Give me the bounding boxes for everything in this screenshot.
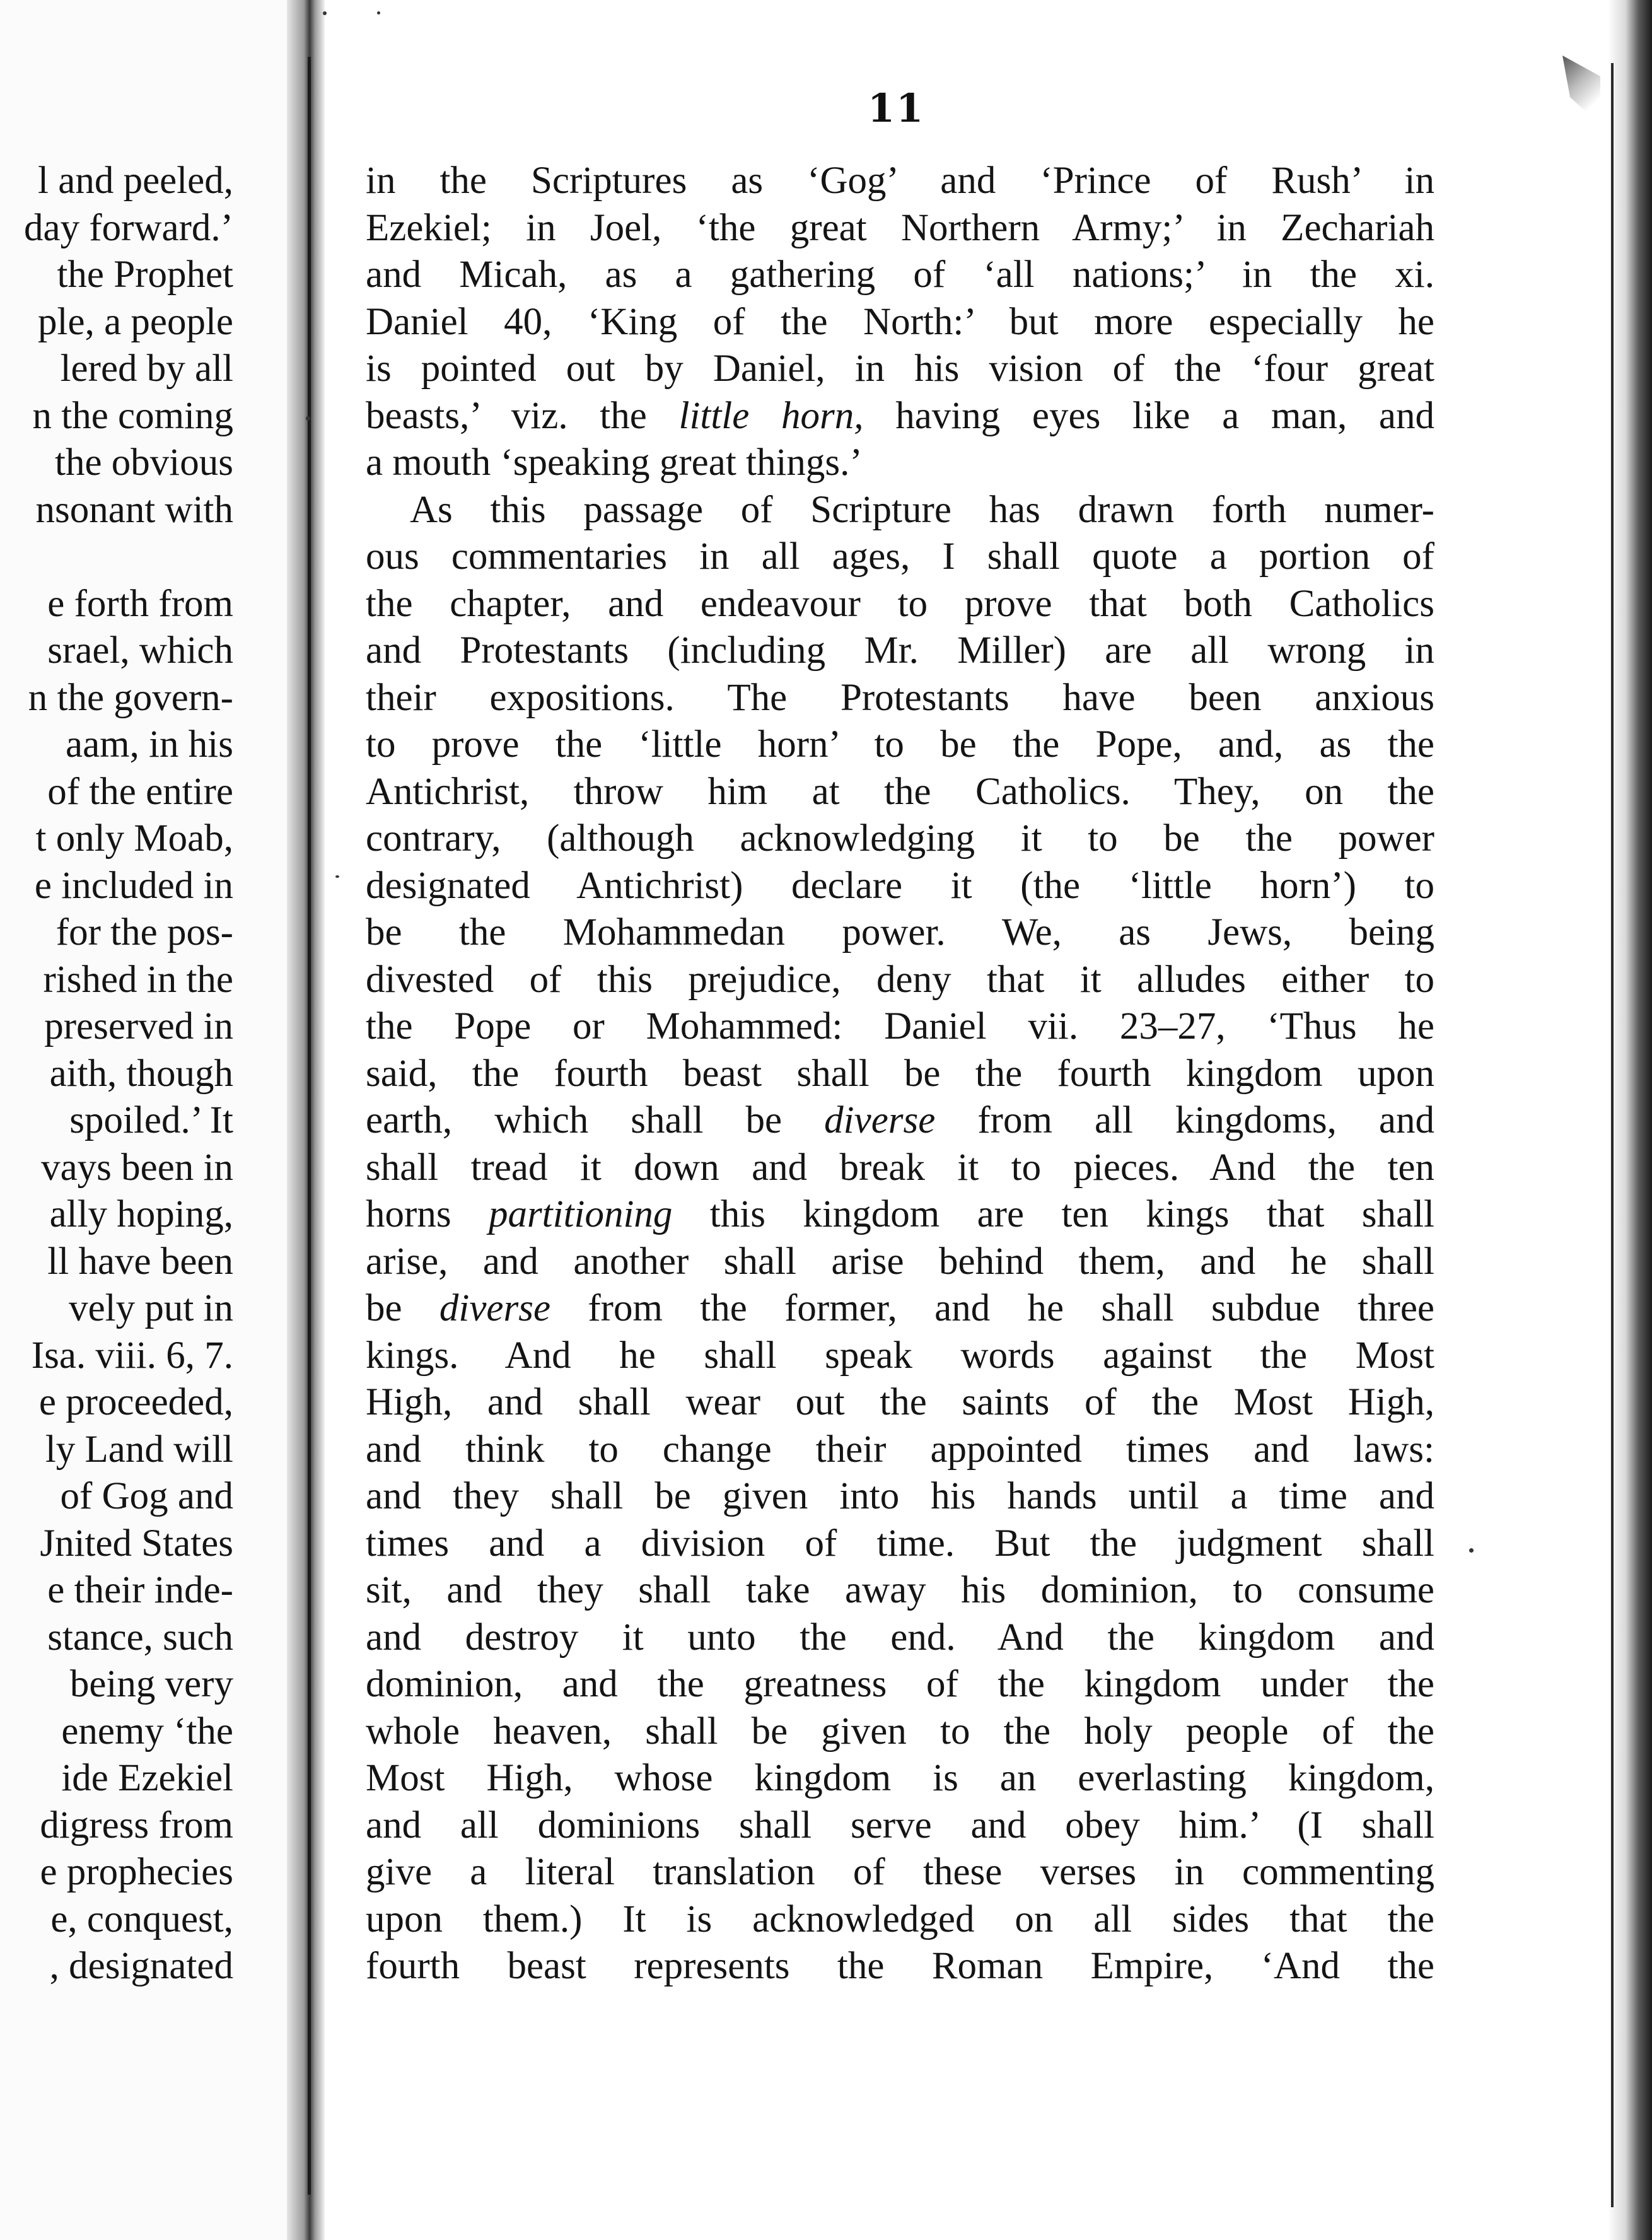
text-line: [366, 1051, 1434, 1098]
text-line: [366, 487, 1434, 534]
text-line: [366, 957, 1434, 1004]
left-page-line: l and peeled,: [38, 160, 233, 202]
text-segment: upon them.) It is acknowledged on all sides that the: [366, 1898, 1434, 1940]
text-line: [366, 440, 1434, 487]
text-line: [366, 393, 1434, 440]
italic-text: diverse: [824, 1099, 936, 1141]
text-line: [366, 1473, 1434, 1520]
text-line: [366, 1239, 1434, 1286]
left-page-line: vays been in: [41, 1146, 233, 1189]
text-segment: arise, and another shall arise behind them, and he shall: [366, 1240, 1434, 1283]
left-page-line: vely put in: [69, 1287, 233, 1329]
text-line: [366, 1567, 1434, 1614]
left-page-line: the Prophet: [57, 254, 233, 296]
left-page-line: , designated: [49, 1945, 233, 1987]
text-line: [366, 1285, 1434, 1333]
italic-text: partitioning: [488, 1193, 673, 1235]
text-line: [366, 909, 1434, 957]
text-segment: Ezekiel; in Joel, ‘the great Northern Army;’ in Zechariah: [366, 206, 1434, 249]
left-page-line: n the govern-: [28, 676, 233, 719]
left-page-line: day forward.’: [24, 206, 233, 249]
text-line: [366, 534, 1434, 581]
text-line: [366, 863, 1434, 910]
left-page-line: rished in the: [43, 958, 233, 1001]
text-segment: to prove the ‘little horn’ to be the Pope, and, as the: [366, 723, 1434, 766]
text-line: [366, 252, 1434, 299]
text-segment: a mouth ‘speaking great things.’: [366, 441, 863, 484]
text-segment: whole heaven, shall be given to the holy people of the: [366, 1710, 1434, 1753]
left-page-line: aam, in his: [66, 723, 233, 766]
text-line: [366, 1003, 1434, 1051]
text-line: [366, 1097, 1434, 1145]
left-page-line: being very: [69, 1663, 233, 1705]
text-segment: kings. And he shall speak words against the Most: [366, 1334, 1434, 1377]
left-page-line: e proceeded,: [38, 1381, 233, 1423]
left-page-line: spoiled.’ It: [69, 1099, 233, 1141]
left-page-line: of the entire: [47, 770, 233, 813]
main-text-block: [366, 158, 1434, 1990]
text-segment: and think to change their appointed times and laws:: [366, 1428, 1434, 1471]
text-line: [366, 721, 1434, 769]
text-line: [366, 1426, 1434, 1474]
text-segment: the chapter, and endeavour to prove that both Catholics: [366, 582, 1434, 625]
text-segment: and destroy it unto the end. And the kingdom and: [366, 1616, 1434, 1659]
text-line: [366, 158, 1434, 205]
left-page-line: nsonant with: [35, 488, 233, 531]
text-line: [366, 1896, 1434, 1944]
text-segment: said, the fourth beast shall be the fourth kingdom upon: [366, 1052, 1434, 1095]
left-page-line: for the pos-: [55, 911, 233, 954]
text-line: [366, 769, 1434, 816]
text-segment: in the Scriptures as ‘Gog’ and ‘Prince of Rush’ in: [366, 160, 1434, 202]
left-page-line: e prophecies: [40, 1851, 233, 1893]
text-segment: be: [366, 1287, 439, 1329]
page-number: 11: [868, 85, 925, 131]
text-line: [366, 815, 1434, 863]
text-line: [366, 1614, 1434, 1662]
text-segment: from all kingdoms, and: [935, 1099, 1434, 1141]
text-line: [366, 1191, 1434, 1239]
text-line: [366, 1755, 1434, 1802]
italic-text: little horn,: [678, 394, 864, 437]
text-segment: their expositions. The Protestants have been anxious: [366, 676, 1434, 719]
page-edge-line: [1611, 63, 1614, 2207]
scan-speck: [335, 875, 339, 878]
text-segment: the Pope or Mohammed: Daniel vii. 23–27, ‘Thus he: [366, 1005, 1434, 1047]
text-segment: earth, which shall be: [366, 1099, 825, 1141]
text-segment: and Micah, as a gathering of ‘all nations;’ in the xi.: [366, 254, 1434, 296]
text-segment: and they shall be given into his hands until a time and: [366, 1475, 1434, 1517]
text-segment: sit, and they shall take away his dominion, to consume: [366, 1569, 1434, 1611]
book-gutter: [287, 0, 325, 2240]
left-page-line: ly Land will: [45, 1428, 233, 1471]
left-page-line: ple, a people: [38, 300, 233, 343]
text-segment: dominion, and the greatness of the kingdom under the: [366, 1663, 1434, 1705]
left-page-line: aith, though: [49, 1052, 233, 1095]
text-segment: designated Antichrist) declare it (the ‘little horn’) to: [366, 864, 1434, 907]
text-segment: be the Mohammedan power. We, as Jews, being: [366, 911, 1434, 954]
left-page-line: stance, such: [47, 1616, 233, 1659]
gutter-line: [308, 57, 311, 2195]
left-page-line: e, conquest,: [50, 1898, 233, 1940]
text-segment: Daniel 40, ‘King of the North:’ but more especially he: [366, 300, 1434, 343]
left-page-line: the obvious: [55, 441, 233, 484]
page-edge-shadow: [1608, 0, 1652, 2240]
text-line: [366, 1333, 1434, 1380]
left-page-line: ide Ezekiel: [61, 1757, 233, 1799]
text-segment: As this passage of Scripture has drawn forth numer-: [410, 488, 1434, 531]
text-segment: High, and shall wear out the saints of the Most High,: [366, 1381, 1434, 1423]
left-page-line: of Gog and: [60, 1475, 233, 1517]
text-segment: horns: [366, 1193, 489, 1235]
scan-speck: [306, 416, 310, 421]
left-page-line: srael, which: [47, 629, 233, 672]
text-segment: Antichrist, throw him at the Catholics. They, on the: [366, 770, 1434, 813]
text-line: [366, 1145, 1434, 1192]
text-line: [366, 1661, 1434, 1708]
left-page-line: ally hoping,: [49, 1193, 233, 1235]
text-line: [366, 346, 1434, 393]
text-line: [366, 1708, 1434, 1756]
left-page-line: digress from: [40, 1804, 233, 1846]
text-segment: contrary, (although acknowledging it to be the power: [366, 817, 1434, 860]
text-segment: ous commentaries in all ages, I shall quote a portion of: [366, 535, 1434, 578]
text-line: [366, 581, 1434, 628]
text-segment: beasts,’ viz. the: [366, 394, 679, 437]
text-line: [366, 1943, 1434, 1990]
text-segment: and all dominions shall serve and obey him.’ (I shall: [366, 1804, 1434, 1846]
left-page-text-fragments: [0, 158, 233, 1990]
left-page-line: preserved in: [44, 1005, 233, 1047]
left-facing-page: [0, 0, 296, 2240]
left-page-line: Isa. viii. 6, 7.: [31, 1334, 233, 1377]
text-line: [366, 299, 1434, 346]
text-segment: and Protestants (including Mr. Miller) are all wrong in: [366, 629, 1434, 672]
italic-text: diverse: [439, 1287, 551, 1329]
text-segment: give a literal translation of these verses in commenting: [366, 1851, 1434, 1893]
left-page-line: [0, 534, 233, 581]
text-line: [366, 675, 1434, 722]
text-segment: is pointed out by Daniel, in his vision of the ‘four great: [366, 347, 1434, 390]
left-page-line: n the coming: [32, 394, 233, 437]
left-page-line: enemy ‘the: [61, 1710, 233, 1753]
text-segment: Most High, whose kingdom is an everlasting kingdom,: [366, 1757, 1434, 1799]
left-page-line: e their inde-: [47, 1569, 233, 1611]
text-line: [366, 205, 1434, 252]
text-line: [366, 627, 1434, 675]
text-segment: times and a division of time. But the judgment shall: [366, 1522, 1434, 1565]
scan-speck: [1469, 1548, 1474, 1553]
left-page-line: t only Moab,: [35, 817, 233, 860]
left-page-line: e included in: [34, 864, 233, 907]
text-line: [366, 1849, 1434, 1896]
text-line: [366, 1520, 1434, 1568]
text-segment: having eyes like a man, and: [863, 394, 1434, 437]
scan-speck: [377, 11, 380, 15]
text-segment: from the former, and he shall subdue three: [550, 1287, 1434, 1329]
text-segment: divested of this prejudice, deny that it alludes either to: [366, 958, 1434, 1001]
text-segment: shall tread it down and break it to pieces. And the ten: [366, 1146, 1434, 1189]
scan-speck: [323, 11, 327, 15]
left-page-line: e forth from: [47, 582, 233, 625]
text-line: [366, 1802, 1434, 1850]
text-segment: fourth beast represents the Roman Empire, ‘And the: [366, 1945, 1434, 1987]
left-page-line: Jnited States: [40, 1522, 233, 1565]
left-page-line: ll have been: [47, 1240, 233, 1283]
text-line: [366, 1379, 1434, 1426]
left-page-line: lered by all: [60, 347, 233, 390]
text-segment: this kingdom are ten kings that shall: [672, 1193, 1434, 1235]
